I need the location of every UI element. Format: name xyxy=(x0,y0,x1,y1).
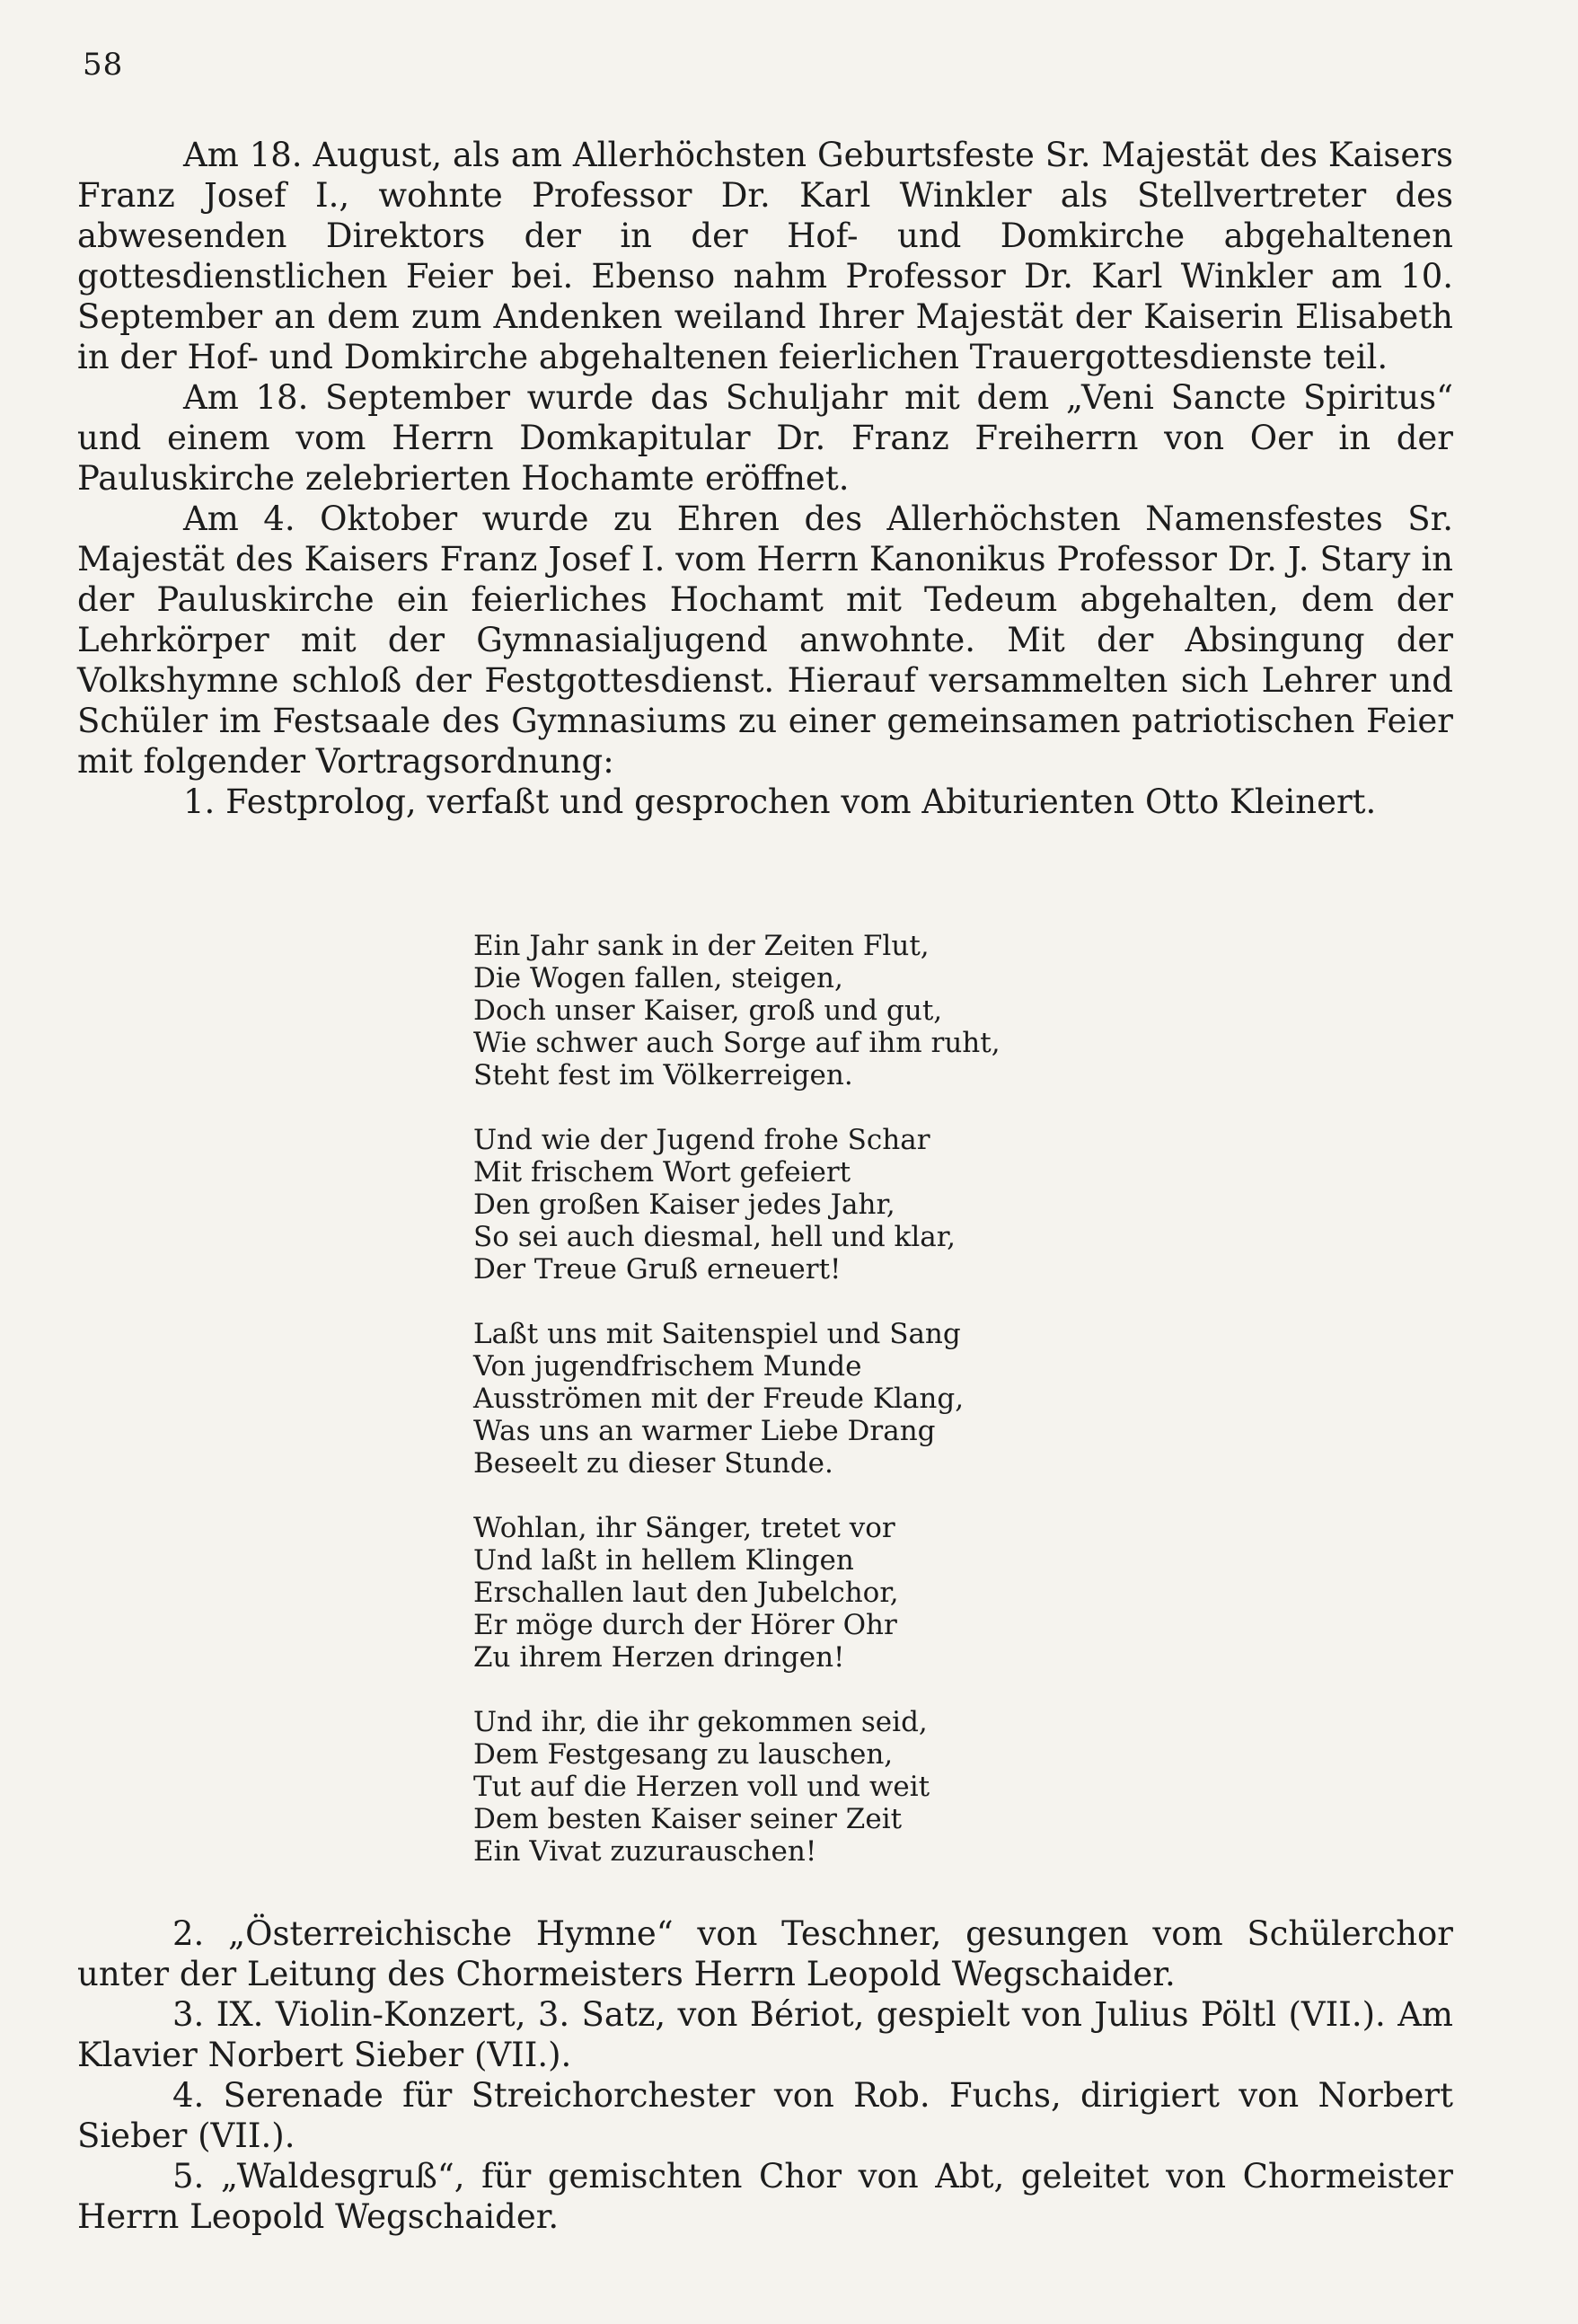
festprolog-poem xyxy=(473,930,1192,1900)
poem-line: Von jugendfrischem Munde xyxy=(473,1350,862,1383)
intro-text xyxy=(77,135,1453,822)
paragraph: Am 18. August, als am Allerhöchsten Geburtsfeste Sr. Majestät des Kaisers Franz Josef I., wohnte Professor Dr. Karl Winkler als Stellvertreter des abwesenden Direktors der in der Hof- und Domkirche abgehaltenen gottesdienstlichen Feier bei. Ebenso nahm Professor Dr. Karl Winkler am 10. September an dem zum Andenken weiland Ihrer Majestät der Kaiserin Elisabeth in der Hof- und Domkirche abgehaltenen feierlichen Trauergottesdienste teil. xyxy=(77,136,1453,376)
poem-line: Und wie der Jugend frohe Schar xyxy=(473,1124,930,1156)
program-item: 5. „Waldesgruß“, für gemischten Chor von Abt, geleitet von Chormeister Herrn Leopold Wegschaider. xyxy=(77,2157,1453,2236)
poem-line: Ausströmen mit der Freude Klang, xyxy=(473,1383,965,1415)
paragraph: Am 4. Oktober wurde zu Ehren des Allerhöchsten Namensfestes Sr. Majestät des Kaisers Franz Josef I. vom Herrn Kanonikus Professor Dr. J. Stary in der Pauluskirche ein feierliches Hochamt mit Tedeum abgehalten, dem der Lehrkörper mit der Gymnasialjugend anwohnte. Mit der Absingung der Volkshymne schloß der Festgottesdienst. Hierauf versammelten sich Lehrer und Schüler im Festsaale des Gymnasiums zu einer gemeinsamen patriotischen Feier mit folgender Vortragsordnung: xyxy=(77,499,1453,781)
poem-line: Und ihr, die ihr gekommen seid, xyxy=(473,1706,928,1738)
poem-line: Mit frischem Wort gefeiert xyxy=(473,1156,851,1189)
program-item: 3. IX. Violin-Konzert, 3. Satz, von Bériot, gespielt von Julius Pöltl (VII.). Am Klavier Norbert Sieber (VII.). xyxy=(77,1995,1453,2074)
poem-line: Den großen Kaiser jedes Jahr, xyxy=(473,1189,895,1221)
poem-line: Wie schwer auch Sorge auf ihm ruht, xyxy=(473,1027,1001,1059)
poem-line: Er möge durch der Hörer Ohr xyxy=(473,1609,897,1641)
poem-line: Steht fest im Völkerreigen. xyxy=(473,1059,853,1091)
poem-line: Laßt uns mit Saitenspiel und Sang xyxy=(473,1318,961,1350)
poem-line: Dem Festgesang zu lauschen, xyxy=(473,1738,894,1771)
poem-line: Die Wogen fallen, steigen, xyxy=(473,962,843,994)
poem-line: So sei auch diesmal, hell und klar, xyxy=(473,1221,956,1253)
poem-stanza xyxy=(473,1124,1192,1286)
poem-line: Erschallen laut den Jubelchor, xyxy=(473,1577,899,1609)
poem-line: Wohlan, ihr Sänger, tretet vor xyxy=(473,1512,895,1544)
poem-line: Beseelt zu dieser Stunde. xyxy=(473,1447,833,1480)
poem-stanza xyxy=(473,930,1192,1091)
poem-line: Tut auf die Herzen voll und weit xyxy=(473,1771,930,1803)
poem-line: Und laßt in hellem Klingen xyxy=(473,1544,854,1577)
page-number: 58 xyxy=(83,47,124,83)
poem-line: Der Treue Gruß erneuert! xyxy=(473,1253,842,1286)
poem-line: Zu ihrem Herzen dringen! xyxy=(473,1641,845,1674)
poem-line: Was uns an warmer Liebe Drang xyxy=(473,1415,936,1447)
poem-line: Ein Jahr sank in der Zeiten Flut, xyxy=(473,930,930,962)
poem-line: Doch unser Kaiser, groß und gut, xyxy=(473,994,943,1027)
poem-line: Dem besten Kaiser seiner Zeit xyxy=(473,1803,903,1835)
program-item: 2. „Österreichische Hymne“ von Teschner, gesungen vom Schülerchor unter der Leitung des Chormeisters Herrn Leopold Wegschaider. xyxy=(77,1914,1453,1993)
poem-stanza xyxy=(473,1512,1192,1674)
paragraph: Am 18. September wurde das Schuljahr mit dem „Veni Sancte Spiritus“ und einem vom Herrn Domkapitular Dr. Franz Freiherrn von Oer in der Pauluskirche zelebrierten Hochamte eröffnet. xyxy=(77,378,1453,498)
poem-line: Ein Vivat zuzurauschen! xyxy=(473,1835,817,1868)
poem-stanza xyxy=(473,1706,1192,1868)
program-item: 4. Serenade für Streichorchester von Rob. Fuchs, dirigiert von Norbert Sieber (VII.). xyxy=(77,2076,1453,2155)
poem-stanza xyxy=(473,1318,1192,1480)
program-list xyxy=(77,1913,1453,2237)
program-item: 1. Festprolog, verfaßt und gesprochen vom Abiturienten Otto Kleinert. xyxy=(183,782,1377,821)
